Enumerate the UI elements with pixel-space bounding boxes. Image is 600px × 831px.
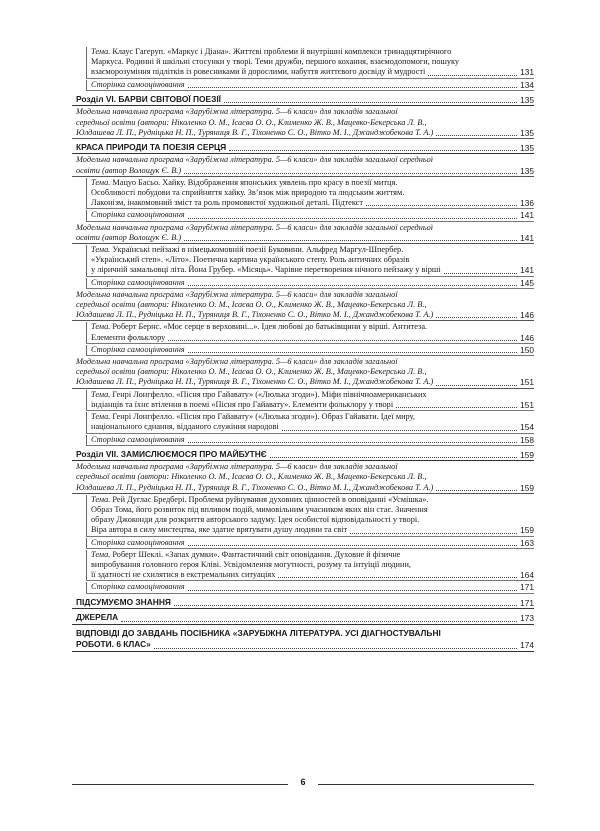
toc-page-number: 173 xyxy=(520,613,534,624)
toc-entry-text: Сторінка самооцінювання xyxy=(91,434,185,444)
toc-entry-text: Маркуса. Родинні й шкільні стосунки у творі. Теми дружби, першого кохання, взаємодопомоги, пошуку xyxy=(91,57,460,67)
toc-line xyxy=(91,80,534,90)
toc-section-heading[interactable] xyxy=(72,595,534,610)
toc-entry-text: Тема. Клаус Гагеруп. «Маркус і Діана». Життєві проблеми й внутрішні комплекси тринадцятирічного xyxy=(91,47,452,56)
toc-topic-entry[interactable] xyxy=(86,345,534,356)
table-of-contents xyxy=(72,47,534,653)
toc-page-number: 135 xyxy=(520,127,534,138)
toc-line xyxy=(91,245,534,255)
toc-entry-text: КРАСА ПРИРОДИ ТА ПОЕЗІЯ СЕРЦЯ xyxy=(76,141,227,152)
toc-page-number: 159 xyxy=(520,525,534,536)
toc-section-heading[interactable] xyxy=(72,140,534,155)
toc-program-entry[interactable] xyxy=(72,155,534,176)
toc-program-entry[interactable] xyxy=(72,290,534,322)
toc-page-number: 151 xyxy=(520,399,534,410)
toc-entry-text: Сторінка самооцінювання xyxy=(91,79,185,89)
toc-page-number: 141 xyxy=(520,232,534,243)
toc-entry-text: випробування головного героя Кліві. Усвідомлення могутності, розуму та інтуїції людини, xyxy=(91,560,411,570)
toc-page-number: 135 xyxy=(520,95,534,106)
toc-line xyxy=(91,345,534,355)
toc-page-number: 171 xyxy=(520,582,534,593)
toc-line xyxy=(76,483,534,493)
toc-line xyxy=(76,118,534,128)
leader-dots xyxy=(188,87,517,88)
toc-line xyxy=(91,435,534,445)
toc-page-number: 174 xyxy=(520,640,534,651)
leader-dots xyxy=(436,490,517,491)
toc-program-entry[interactable] xyxy=(72,223,534,244)
toc-topic-entry[interactable] xyxy=(86,210,534,221)
toc-topic-entry[interactable] xyxy=(86,495,534,537)
toc-line xyxy=(76,628,534,640)
leader-dots xyxy=(188,545,517,546)
toc-entry-text: Елементи фольклору xyxy=(91,332,166,342)
toc-entry-text: індіанців та їхнє втілення в поемі «Пісня про Гайавату». Елементи фольклору у творі xyxy=(91,399,394,409)
toc-entry-text: її здатності не схилятися в екстремальних ситуаціях xyxy=(91,570,276,580)
toc-entry-text: Сторінка самооцінювання xyxy=(91,277,185,287)
footer-rule-left xyxy=(72,784,288,785)
toc-topic-entry[interactable] xyxy=(86,435,534,446)
toc-line xyxy=(76,223,534,233)
toc-topic-entry[interactable] xyxy=(86,47,534,79)
toc-line xyxy=(76,300,534,310)
toc-line xyxy=(76,377,534,387)
toc-section-heading[interactable] xyxy=(72,92,534,107)
toc-line xyxy=(91,67,534,77)
toc-page-number: 164 xyxy=(520,570,534,581)
toc-topic-entry[interactable] xyxy=(86,582,534,593)
toc-page-number: 159 xyxy=(520,482,534,493)
toc-line xyxy=(76,472,534,482)
toc-entry-text: Модельна навчальна програма «Зарубіжна література. 5—6 класи» для закладів загальної xyxy=(76,107,398,117)
leader-dots xyxy=(396,407,517,408)
toc-line xyxy=(76,107,534,117)
toc-line xyxy=(91,255,534,265)
leader-dots xyxy=(121,621,517,622)
toc-line xyxy=(91,505,534,515)
toc-entry-text: РОБОТИ. 6 КЛАС» xyxy=(76,639,151,650)
leader-dots xyxy=(174,605,517,606)
toc-entry-text: Розділ VI. БАРВИ СВІТОВОЇ ПОЕЗІЇ xyxy=(76,93,221,104)
toc-entry-text: взаєморозуміння підлітків із ровесниками й дорослими, набуття життєвого досвіду й мудрості xyxy=(91,67,426,77)
toc-program-entry[interactable] xyxy=(72,107,534,139)
toc-page-number: 154 xyxy=(520,422,534,433)
toc-line xyxy=(91,198,534,208)
toc-entry-text: Тема. Мацуо Басьо. Хайку. Відображення японських уявлень про красу в поезії митця. xyxy=(91,177,398,187)
toc-entry-text: Юлдашева Л. П., Рудніцька Н. П., Туряниця В. Г., Тіхоненко С. О., Вітко М. І., Джанджобекова Т. А.) xyxy=(76,377,434,387)
toc-line xyxy=(76,357,534,367)
toc-line xyxy=(76,290,534,300)
leader-dots xyxy=(188,285,517,286)
toc-topic-entry[interactable] xyxy=(86,278,534,289)
toc-line xyxy=(91,390,534,400)
toc-section-heading[interactable] xyxy=(72,610,534,625)
toc-line xyxy=(91,582,534,592)
toc-topic-entry[interactable] xyxy=(86,322,534,343)
toc-entry-text: Модельна навчальна програма «Зарубіжна література. 5—6 класи» для закладів загальної xyxy=(76,357,398,367)
leader-dots xyxy=(444,273,518,274)
toc-entry-text: Тема. Роберт Бернс. «Моє серце в верховині...». Ідея любові до батьківщини у вірші. Антитеза. xyxy=(91,322,428,332)
toc-line xyxy=(76,310,534,320)
toc-entry-text: Модельна навчальна програма «Зарубіжна література. 5—6 класи» для закладів загальної xyxy=(76,289,398,299)
toc-line xyxy=(91,560,534,570)
toc-line xyxy=(76,462,534,472)
toc-line xyxy=(76,597,534,609)
leader-dots xyxy=(188,442,517,443)
toc-entry-text: у ліричній замальовці літа. Йона Грубер. «Місяць». Чарівне перетворення нічного пейзажу у вірші xyxy=(91,265,441,275)
toc-line xyxy=(91,188,534,198)
leader-dots xyxy=(184,173,517,174)
toc-line xyxy=(91,400,534,410)
toc-entry-text: Тема. Роберт Шеклі. «Запах думки». Фантастичний світ оповідання. Духовне й фізичне xyxy=(91,549,401,559)
toc-page-number: 163 xyxy=(520,537,534,548)
toc-topic-entry[interactable] xyxy=(86,538,534,549)
toc-topic-entry[interactable] xyxy=(86,245,534,277)
leader-dots xyxy=(436,317,517,318)
toc-entry-text: Модельна навчальна програма «Зарубіжна література. 5—6 класи» для закладів загальної середньої xyxy=(76,222,434,232)
leader-dots xyxy=(366,205,517,206)
leader-dots xyxy=(270,457,517,458)
toc-line xyxy=(76,367,534,377)
leader-dots xyxy=(184,240,517,241)
toc-entry-text: Тема. Українські пейзажі в німецькомовній поезії Буковини. Альфред Маргул-Шпербер. xyxy=(91,245,404,255)
toc-page-number: 135 xyxy=(520,165,534,176)
toc-page-number: 159 xyxy=(520,450,534,460)
toc-entry-text: Тема. Генрі Лонгфелло. «Пісня про Гайавату» («Люлька згоди»). Образ Гайавати. Ідеї миру, xyxy=(91,412,415,422)
toc-line xyxy=(76,94,534,106)
toc-line xyxy=(91,47,534,57)
toc-entry-text: Сторінка самооцінювання xyxy=(91,344,185,354)
toc-entry-text: Лаконізм, інакомовний зміст та роль промовистої художньої деталі. Підтекст xyxy=(91,198,363,208)
toc-line xyxy=(91,178,534,188)
toc-entry-text: Сторінка самооцінювання xyxy=(91,210,185,220)
toc-entry-text: середньої освіти (автори: Ніколенко О. М., Ісаєва О. О., Клименко Ж. В., Мацевко-Бекерська Л. В., xyxy=(76,367,427,377)
leader-dots xyxy=(188,218,517,219)
toc-entry-text: Тема. Рей Дуглас Бредбері. Проблема руйнування духовних цінностей в оповіданні «Усмішка». xyxy=(91,494,429,504)
toc-topic-entry[interactable] xyxy=(86,550,534,582)
toc-entry-text: Розділ VII. ЗАМИСЛЮЄМОСЯ ПРО МАЙБУТНЄ xyxy=(76,448,267,459)
toc-page-number: 146 xyxy=(520,332,534,343)
toc-entry-text: Юлдашева Л. П., Рудніцька Н. П., Туряниця В. Г., Тіхоненко С. О., Вітко М. І., Джанджобекова Т. А.) xyxy=(76,127,434,137)
toc-line xyxy=(91,495,534,505)
toc-page-number: 171 xyxy=(520,597,534,608)
toc-line xyxy=(91,538,534,548)
toc-entry-text: Модельна навчальна програма «Зарубіжна література. 5—6 класи» для закладів загальної xyxy=(76,462,398,472)
toc-line xyxy=(91,412,534,422)
toc-line xyxy=(76,449,534,461)
toc-line xyxy=(76,639,534,651)
toc-page-number: 141 xyxy=(520,265,534,276)
toc-entry-text: Тема. Генрі Лонгфелло. «Пісня про Гайавату» («Люлька згоди»). Міфи північноамериканських xyxy=(91,389,427,399)
toc-page-number: 131 xyxy=(520,67,534,78)
toc-topic-entry[interactable] xyxy=(86,178,534,210)
toc-line xyxy=(76,155,534,165)
toc-line xyxy=(76,612,534,624)
leader-dots xyxy=(154,648,517,649)
leader-dots xyxy=(168,340,517,341)
toc-page-number: 158 xyxy=(520,434,534,445)
footer-rule-right xyxy=(318,784,534,785)
toc-entry-text: середньої освіти (автори: Ніколенко О. М., Ісаєва О. О., Клименко Ж. В., Мацевко-Бекерська Л. В., xyxy=(76,300,427,310)
toc-entry-text: «Український степ». «Літо». Поетична картина українського степу. Роль античних образів xyxy=(91,255,410,265)
toc-entry-text: ПІДСУМУЄМО ЗНАННЯ xyxy=(76,596,171,607)
leader-dots xyxy=(229,150,517,151)
toc-line xyxy=(91,422,534,432)
toc-line xyxy=(91,570,534,580)
page-number: 6 xyxy=(300,777,306,787)
toc-topic-entry[interactable] xyxy=(86,412,534,433)
toc-page-number: 141 xyxy=(520,210,534,221)
toc-entry-text: середньої освіти (автори: Ніколенко О. М., Ісаєва О. О., Клименко Ж. В., Мацевко-Бекерська Л. В., xyxy=(76,117,427,127)
toc-page-number: 146 xyxy=(520,310,534,321)
toc-line xyxy=(91,265,534,275)
leader-dots xyxy=(278,577,517,578)
leader-dots xyxy=(282,430,517,431)
toc-section-heading[interactable] xyxy=(72,626,534,652)
toc-line xyxy=(91,515,534,525)
toc-line xyxy=(91,333,534,343)
toc-page-number: 150 xyxy=(520,344,534,355)
toc-line xyxy=(76,128,534,138)
toc-line xyxy=(91,210,534,220)
toc-page-number: 135 xyxy=(520,143,534,154)
leader-dots xyxy=(436,135,517,136)
toc-entry-text: національного єднання, відданого служіння народові xyxy=(91,422,279,432)
toc-program-entry[interactable] xyxy=(72,357,534,389)
leader-dots xyxy=(224,102,517,103)
toc-line xyxy=(91,525,534,535)
toc-page-number: 136 xyxy=(520,198,534,209)
toc-entry-text: Сторінка самооцінювання xyxy=(91,582,185,592)
toc-entry-text: Юлдашева Л. П., Рудніцька Н. П., Туряниця В. Г., Тіхоненко С. О., Вітко М. І., Джанджобекова Т. А.) xyxy=(76,310,434,320)
toc-section-heading[interactable] xyxy=(72,447,534,462)
toc-entry-text: освіти (автор Волощук Є. В.) xyxy=(76,165,182,175)
toc-line xyxy=(76,166,534,176)
toc-entry-text: Модельна навчальна програма «Зарубіжна література. 5—6 класи» для закладів загальної середньої xyxy=(76,155,434,165)
toc-line xyxy=(91,278,534,288)
toc-entry-text: Особливості побудови та сприйняття хайку. Зв’язок між природою та людським життям. xyxy=(91,188,405,198)
toc-entry-text: ВІДПОВІДІ ДО ЗАВДАНЬ ПОСІБНИКА «ЗАРУБІЖНА ЛІТЕРАТУРА. УСІ ДІАГНОСТУВАЛЬНІ xyxy=(76,627,441,638)
page-footer xyxy=(72,777,534,791)
toc-entry-text: Сторінка самооцінювання xyxy=(91,537,185,547)
toc-topic-entry[interactable] xyxy=(86,390,534,411)
leader-dots xyxy=(188,590,517,591)
toc-entry-text: Юлдашева Л. П., Рудніцька Н. П., Туряниця В. Г., Тіхоненко С. О., Вітко М. І., Джанджобекова Т. А.) xyxy=(76,482,434,492)
toc-entry-text: образу Джоконди для розкриття авторського задуму. Ідея особистої відповідальності у творі. xyxy=(91,515,420,525)
toc-line xyxy=(91,550,534,560)
leader-dots xyxy=(436,385,517,386)
toc-entry-text: освіти (автор Волощук Є. В.) xyxy=(76,232,182,242)
toc-line xyxy=(76,142,534,154)
leader-dots xyxy=(188,352,517,353)
toc-line xyxy=(91,322,534,332)
toc-line xyxy=(76,233,534,243)
toc-entry-text: ДЖЕРЕЛА xyxy=(76,612,119,623)
leader-dots xyxy=(428,75,517,76)
toc-line xyxy=(91,57,534,67)
leader-dots xyxy=(350,533,517,534)
toc-entry-text: Віра автора в силу мистецтва, яке здатне врятувати душу людини та світ xyxy=(91,525,348,535)
toc-page-number: 151 xyxy=(520,377,534,388)
toc-page-number: 134 xyxy=(520,79,534,90)
toc-topic-entry[interactable] xyxy=(86,80,534,91)
toc-page-number: 145 xyxy=(520,277,534,288)
toc-program-entry[interactable] xyxy=(72,462,534,494)
toc-entry-text: Образ Тома, його розвиток під впливом подій, мимовільним учасником яких він стає. Значення xyxy=(91,505,428,515)
toc-entry-text: середньої освіти (автори: Ніколенко О. М., Ісаєва О. О., Клименко Ж. В., Мацевко-Бекерська Л. В., xyxy=(76,472,427,482)
